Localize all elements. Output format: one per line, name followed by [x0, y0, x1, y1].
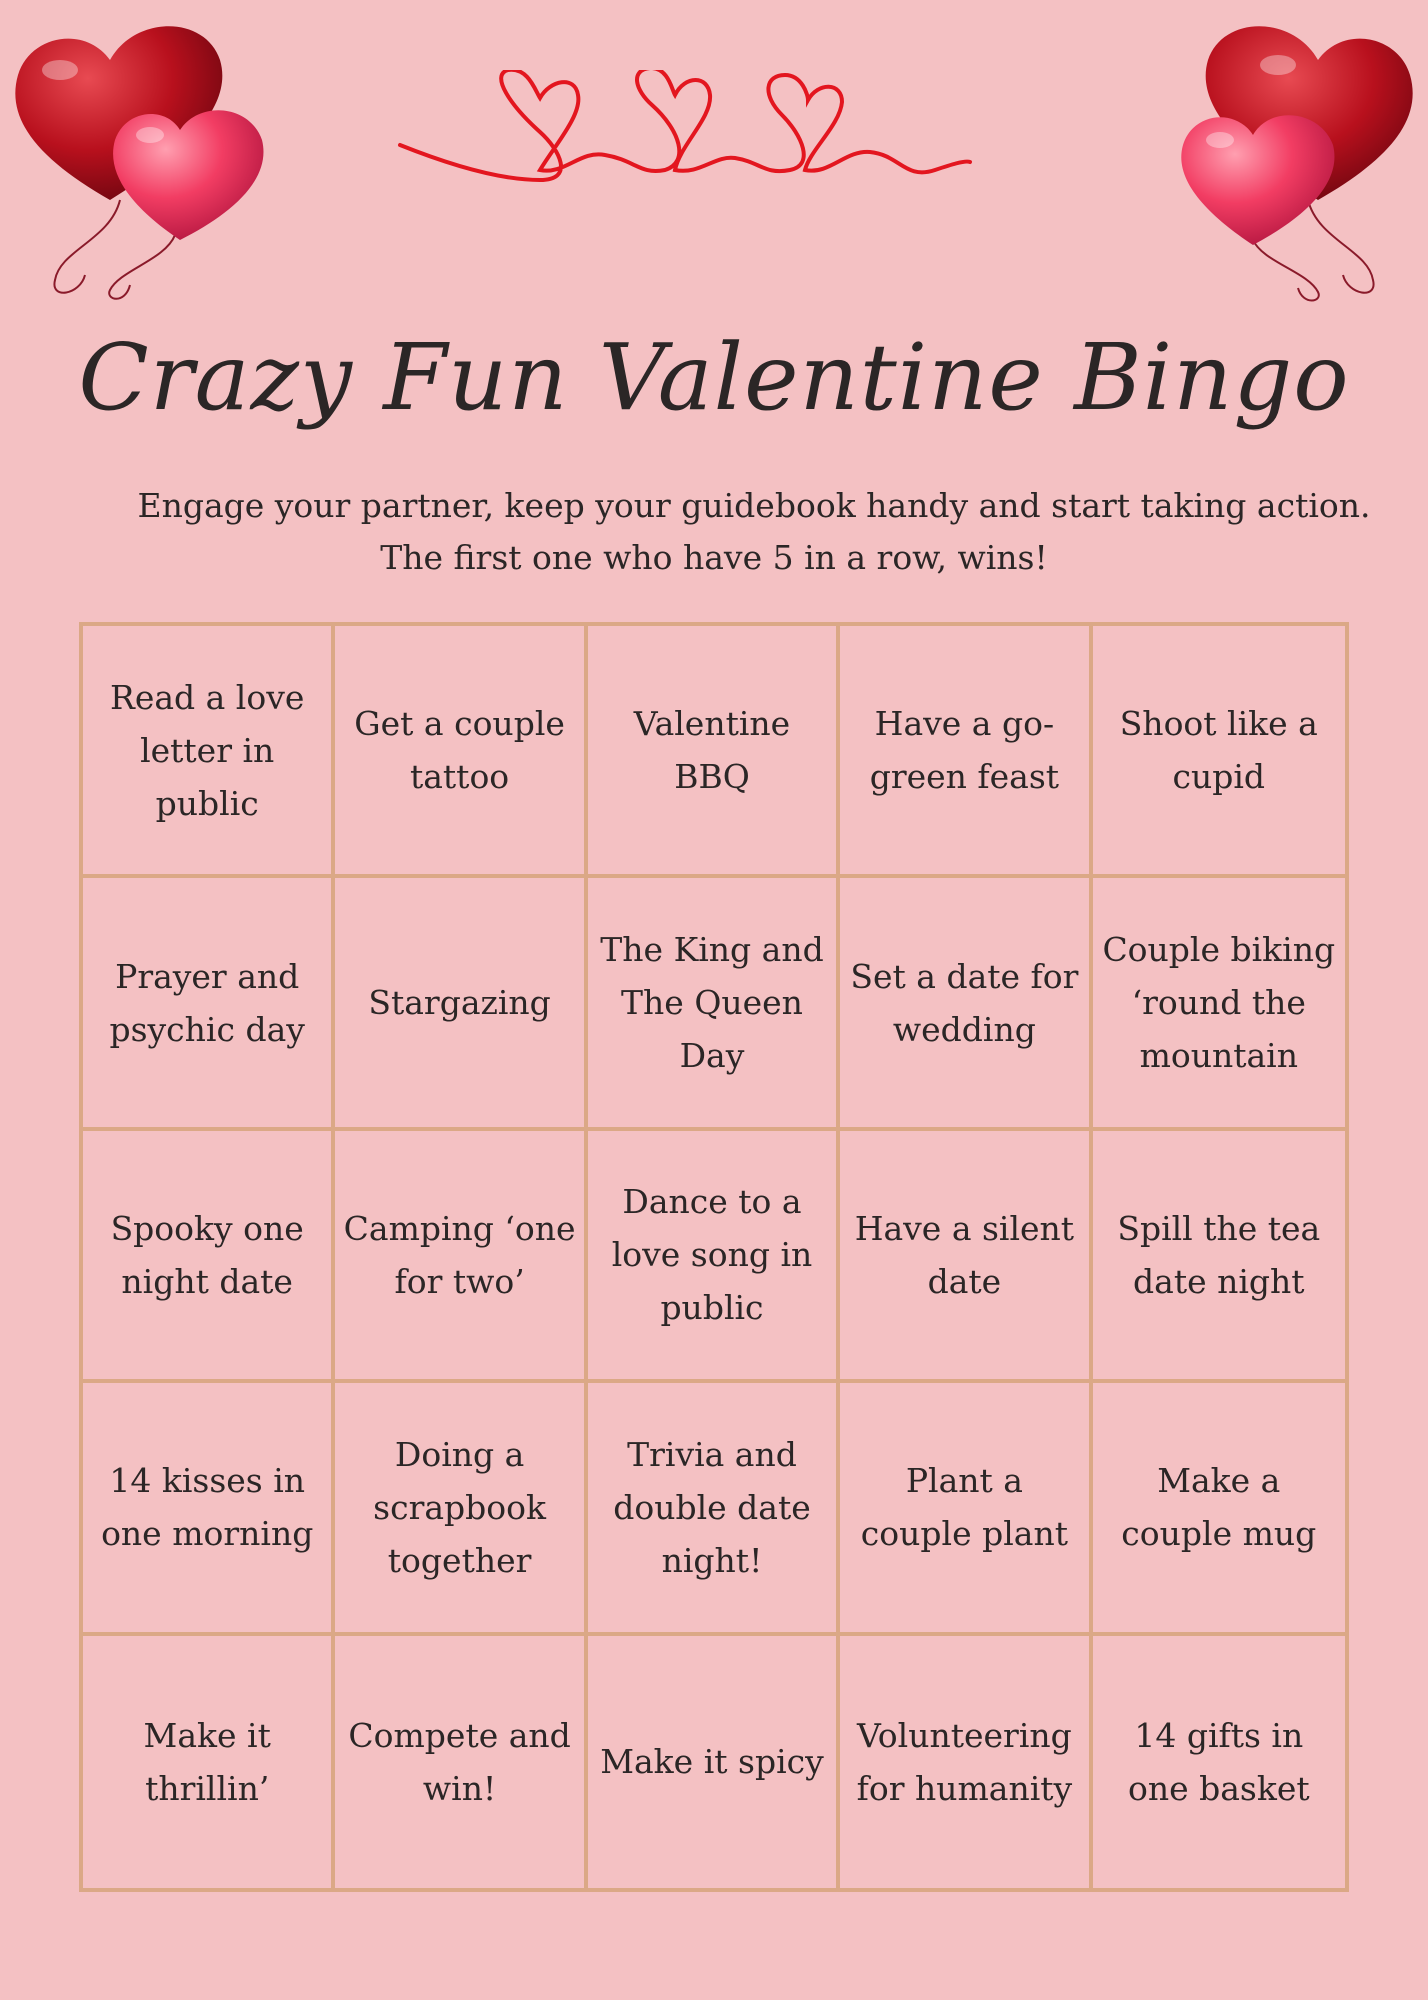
bingo-cell[interactable]: Read a love letter in public — [83, 626, 335, 878]
heart-balloons-left — [0, 0, 300, 310]
page-title: Crazy Fun Valentine Bingo — [78, 324, 1350, 431]
bingo-cell[interactable]: 14 kisses in one morning — [83, 1383, 335, 1635]
bingo-cell[interactable]: Couple biking ‘round the mountain — [1093, 878, 1345, 1130]
balloon-string-icon — [1253, 240, 1319, 301]
heart-balloon-icon — [113, 110, 263, 240]
bingo-cell[interactable]: Compete and win! — [335, 1636, 587, 1888]
bingo-cell[interactable]: 14 gifts in one basket — [1127, 1715, 1310, 1808]
bingo-cell[interactable]: Make it spicy — [588, 1636, 840, 1888]
bingo-cell[interactable]: Stargazing — [335, 878, 587, 1130]
bingo-cell[interactable]: Plant a couple plant — [840, 1383, 1092, 1635]
bingo-cell[interactable]: Doing a scrapbook together — [335, 1383, 587, 1635]
balloon-string-icon — [1308, 200, 1374, 293]
bingo-cell[interactable]: The King and The Queen Day — [588, 878, 840, 1130]
intro-line-1: Engage your partner, keep your guidebook handy and start taking action. — [137, 486, 1371, 525]
bingo-cell[interactable]: Valentine BBQ — [588, 626, 840, 878]
bingo-cell[interactable]: Have a silent date — [840, 1131, 1092, 1383]
bingo-cell[interactable]: Make a couple mug — [1093, 1383, 1345, 1635]
bingo-grid — [79, 622, 1349, 1892]
heart-ribbon-decoration — [390, 70, 980, 200]
bingo-cell[interactable]: Prayer and psychic day — [83, 878, 335, 1130]
bingo-cell[interactable]: Spooky one night date — [83, 1131, 335, 1383]
bingo-cell[interactable]: Trivia and double date night! — [588, 1383, 840, 1635]
bingo-cell[interactable]: Volunteering for humanity — [840, 1636, 1092, 1888]
balloon-string-icon — [54, 200, 120, 293]
bingo-cell[interactable]: Dance to a love song in public — [588, 1131, 840, 1383]
balloon-string-icon — [109, 235, 175, 299]
bingo-cell[interactable]: Have a go-green feast — [840, 626, 1092, 878]
intro-text — [0, 480, 1428, 584]
bingo-cell[interactable]: Shoot like a cupid — [1093, 626, 1345, 878]
bingo-cell[interactable]: Make it thrillin’ — [83, 1636, 335, 1888]
intro-line-2: The first one who have 5 in a row, wins! — [380, 538, 1048, 577]
bingo-cell[interactable]: Spill the tea date night — [1093, 1131, 1345, 1383]
heart-balloons-right — [1128, 0, 1428, 310]
bingo-cell[interactable]: Get a couple tattoo — [335, 626, 587, 878]
bingo-cell[interactable]: Set a date for wedding — [840, 878, 1092, 1130]
heart-balloon-icon — [1181, 115, 1334, 245]
bingo-cell[interactable]: Camping ‘one for two’ — [335, 1131, 587, 1383]
ribbon-hearts-icon — [400, 70, 970, 180]
